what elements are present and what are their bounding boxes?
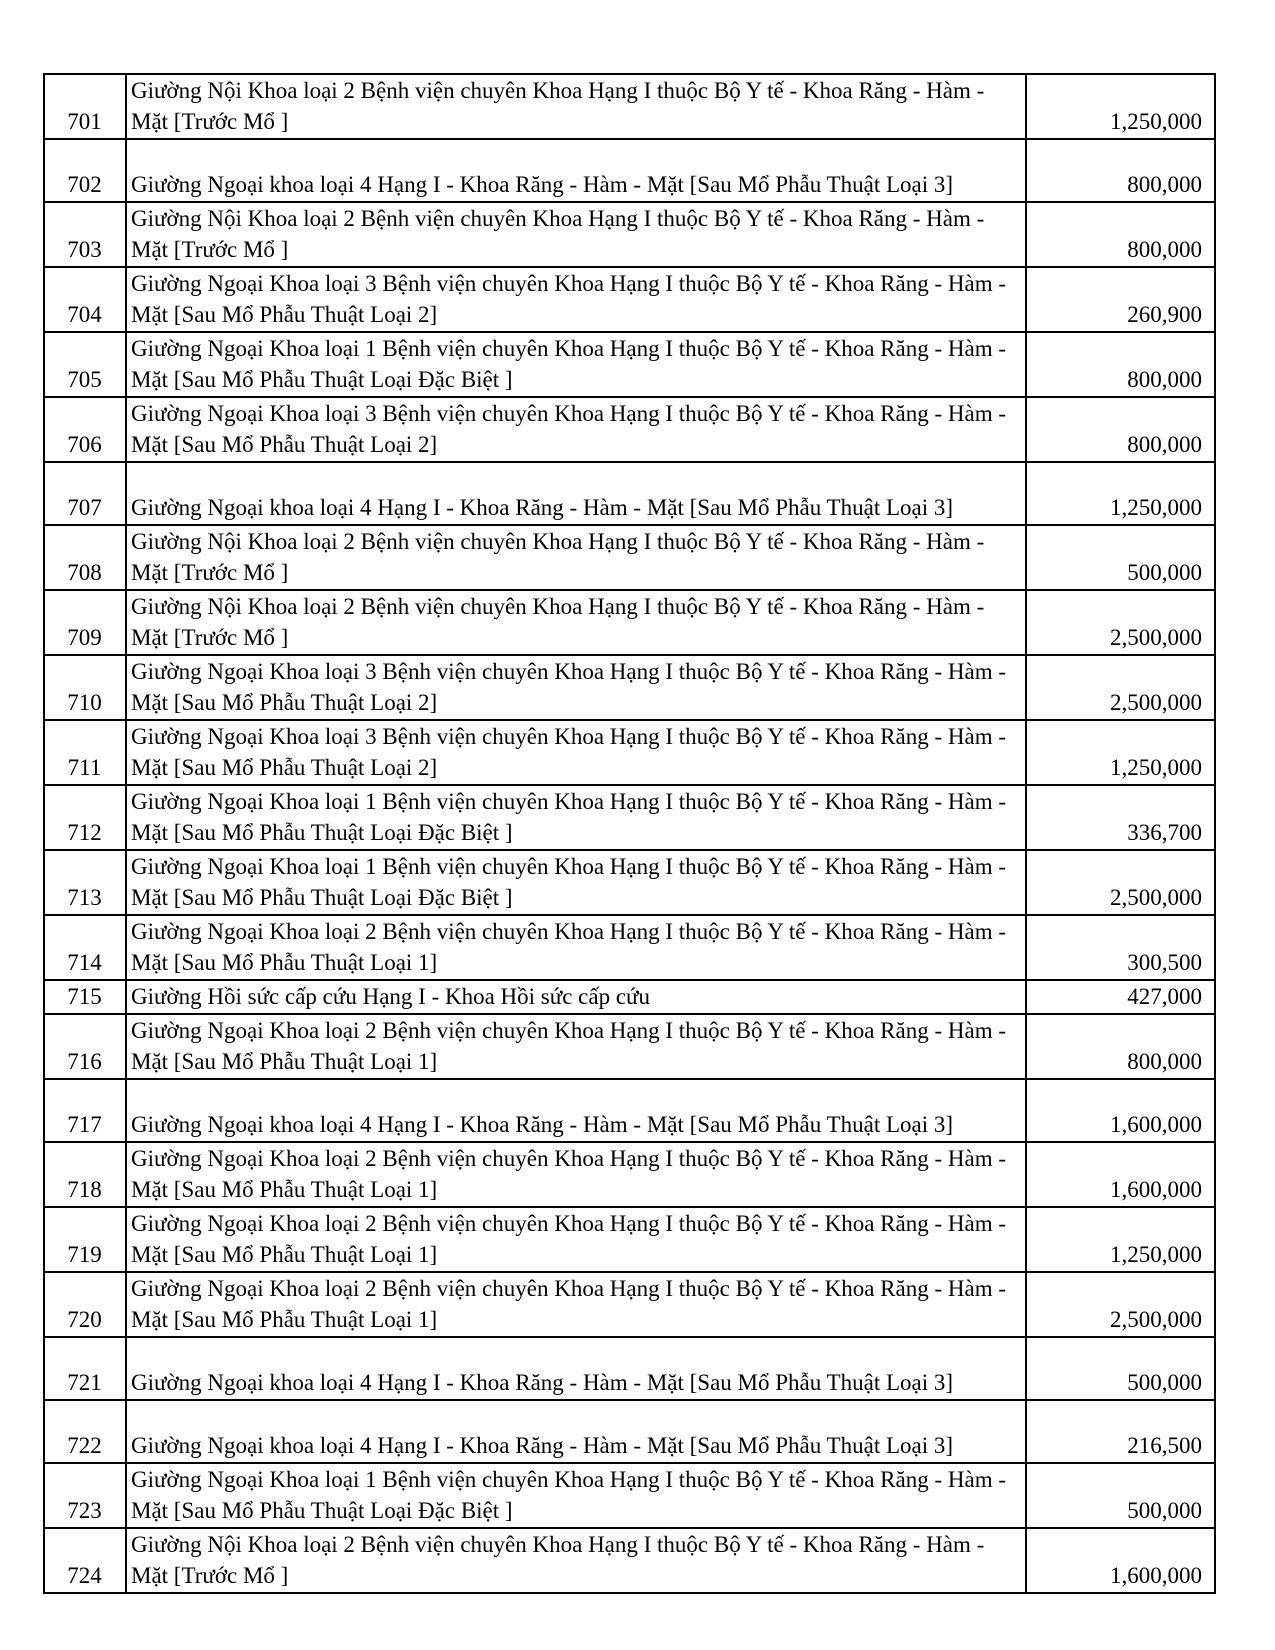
table-row (44, 655, 1215, 720)
table-row (44, 850, 1215, 915)
bed-description: Giường Hồi sức cấp cứu Hạng I - Khoa Hồi sức cấp cứu (126, 980, 1026, 1014)
row-number: 706 (44, 397, 126, 462)
row-number: 708 (44, 525, 126, 590)
bed-price: 1,600,000 (1026, 1142, 1215, 1207)
row-number: 709 (44, 590, 126, 655)
bed-price: 800,000 (1026, 202, 1215, 267)
bed-price: 800,000 (1026, 397, 1215, 462)
table-row (44, 1463, 1215, 1528)
table-row (44, 1528, 1215, 1593)
bed-price: 1,250,000 (1026, 74, 1215, 139)
bed-price: 2,500,000 (1026, 850, 1215, 915)
table-row (44, 1337, 1215, 1400)
bed-price: 2,500,000 (1026, 590, 1215, 655)
row-number: 705 (44, 332, 126, 397)
bed-description: Giường Ngoại Khoa loại 2 Bệnh viện chuyên Khoa Hạng I thuộc Bộ Y tế - Khoa Răng - Hàm - Mặt [Sau Mổ Phẫu Thuật Loại 1] (126, 915, 1026, 980)
bed-description: Giường Nội Khoa loại 2 Bệnh viện chuyên Khoa Hạng I thuộc Bộ Y tế - Khoa Răng - Hàm - Mặt [Trước Mổ ] (126, 74, 1026, 139)
row-number: 718 (44, 1142, 126, 1207)
bed-price: 2,500,000 (1026, 655, 1215, 720)
bed-price: 500,000 (1026, 525, 1215, 590)
bed-description: Giường Ngoại khoa loại 4 Hạng I - Khoa Răng - Hàm - Mặt [Sau Mổ Phẫu Thuật Loại 3] (126, 1337, 1026, 1400)
bed-description: Giường Ngoại Khoa loại 1 Bệnh viện chuyên Khoa Hạng I thuộc Bộ Y tế - Khoa Răng - Hàm - Mặt [Sau Mổ Phẫu Thuật Loại Đặc Biệt ] (126, 1463, 1026, 1528)
row-number: 704 (44, 267, 126, 332)
row-number: 720 (44, 1272, 126, 1337)
bed-description: Giường Ngoại Khoa loại 2 Bệnh viện chuyên Khoa Hạng I thuộc Bộ Y tế - Khoa Răng - Hàm - Mặt [Sau Mổ Phẫu Thuật Loại 1] (126, 1014, 1026, 1079)
bed-price: 427,000 (1026, 980, 1215, 1014)
table-row (44, 1142, 1215, 1207)
bed-price: 800,000 (1026, 1014, 1215, 1079)
bed-price: 1,600,000 (1026, 1079, 1215, 1142)
row-number: 723 (44, 1463, 126, 1528)
table-row (44, 915, 1215, 980)
bed-description: Giường Nội Khoa loại 2 Bệnh viện chuyên Khoa Hạng I thuộc Bộ Y tế - Khoa Răng - Hàm - Mặt [Trước Mổ ] (126, 590, 1026, 655)
bed-description: Giường Ngoại Khoa loại 3 Bệnh viện chuyên Khoa Hạng I thuộc Bộ Y tế - Khoa Răng - Hàm - Mặt [Sau Mổ Phẫu Thuật Loại 2] (126, 397, 1026, 462)
bed-description: Giường Ngoại Khoa loại 2 Bệnh viện chuyên Khoa Hạng I thuộc Bộ Y tế - Khoa Răng - Hàm - Mặt [Sau Mổ Phẫu Thuật Loại 1] (126, 1207, 1026, 1272)
price-table-body (44, 74, 1215, 1593)
bed-price: 260,900 (1026, 267, 1215, 332)
table-row (44, 1272, 1215, 1337)
bed-price: 1,250,000 (1026, 720, 1215, 785)
table-row (44, 74, 1215, 139)
table-row (44, 720, 1215, 785)
bed-price: 300,500 (1026, 915, 1215, 980)
table-row (44, 202, 1215, 267)
row-number: 710 (44, 655, 126, 720)
bed-price: 800,000 (1026, 332, 1215, 397)
row-number: 716 (44, 1014, 126, 1079)
row-number: 702 (44, 139, 126, 202)
bed-price: 2,500,000 (1026, 1272, 1215, 1337)
bed-price: 800,000 (1026, 139, 1215, 202)
bed-price: 216,500 (1026, 1400, 1215, 1463)
bed-price: 500,000 (1026, 1463, 1215, 1528)
row-number: 713 (44, 850, 126, 915)
row-number: 701 (44, 74, 126, 139)
table-row (44, 267, 1215, 332)
table-row (44, 785, 1215, 850)
bed-description: Giường Nội Khoa loại 2 Bệnh viện chuyên Khoa Hạng I thuộc Bộ Y tế - Khoa Răng - Hàm - Mặt [Trước Mổ ] (126, 1528, 1026, 1593)
table-row (44, 397, 1215, 462)
bed-description: Giường Ngoại Khoa loại 1 Bệnh viện chuyên Khoa Hạng I thuộc Bộ Y tế - Khoa Răng - Hàm - Mặt [Sau Mổ Phẫu Thuật Loại Đặc Biệt ] (126, 785, 1026, 850)
bed-description: Giường Ngoại Khoa loại 2 Bệnh viện chuyên Khoa Hạng I thuộc Bộ Y tế - Khoa Răng - Hàm - Mặt [Sau Mổ Phẫu Thuật Loại 1] (126, 1272, 1026, 1337)
bed-price: 1,250,000 (1026, 1207, 1215, 1272)
row-number: 719 (44, 1207, 126, 1272)
row-number: 714 (44, 915, 126, 980)
bed-description: Giường Ngoại Khoa loại 3 Bệnh viện chuyên Khoa Hạng I thuộc Bộ Y tế - Khoa Răng - Hàm - Mặt [Sau Mổ Phẫu Thuật Loại 2] (126, 267, 1026, 332)
bed-description: Giường Ngoại Khoa loại 1 Bệnh viện chuyên Khoa Hạng I thuộc Bộ Y tế - Khoa Răng - Hàm - Mặt [Sau Mổ Phẫu Thuật Loại Đặc Biệt ] (126, 850, 1026, 915)
table-row (44, 1207, 1215, 1272)
row-number: 717 (44, 1079, 126, 1142)
row-number: 703 (44, 202, 126, 267)
table-row (44, 1079, 1215, 1142)
table-row (44, 1400, 1215, 1463)
row-number: 724 (44, 1528, 126, 1593)
bed-price: 1,250,000 (1026, 462, 1215, 525)
bed-description: Giường Ngoại Khoa loại 2 Bệnh viện chuyên Khoa Hạng I thuộc Bộ Y tế - Khoa Răng - Hàm - Mặt [Sau Mổ Phẫu Thuật Loại 1] (126, 1142, 1026, 1207)
bed-description: Giường Ngoại Khoa loại 3 Bệnh viện chuyên Khoa Hạng I thuộc Bộ Y tế - Khoa Răng - Hàm - Mặt [Sau Mổ Phẫu Thuật Loại 2] (126, 720, 1026, 785)
row-number: 721 (44, 1337, 126, 1400)
table-row (44, 980, 1215, 1014)
row-number: 712 (44, 785, 126, 850)
price-table (43, 73, 1216, 1594)
bed-description: Giường Ngoại khoa loại 4 Hạng I - Khoa Răng - Hàm - Mặt [Sau Mổ Phẫu Thuật Loại 3] (126, 1079, 1026, 1142)
bed-description: Giường Ngoại khoa loại 4 Hạng I - Khoa Răng - Hàm - Mặt [Sau Mổ Phẫu Thuật Loại 3] (126, 462, 1026, 525)
bed-description: Giường Nội Khoa loại 2 Bệnh viện chuyên Khoa Hạng I thuộc Bộ Y tế - Khoa Răng - Hàm - Mặt [Trước Mổ ] (126, 525, 1026, 590)
row-number: 707 (44, 462, 126, 525)
table-row (44, 139, 1215, 202)
bed-description: Giường Ngoại Khoa loại 3 Bệnh viện chuyên Khoa Hạng I thuộc Bộ Y tế - Khoa Răng - Hàm - Mặt [Sau Mổ Phẫu Thuật Loại 2] (126, 655, 1026, 720)
bed-price: 500,000 (1026, 1337, 1215, 1400)
row-number: 715 (44, 980, 126, 1014)
table-row (44, 462, 1215, 525)
table-row (44, 525, 1215, 590)
bed-price: 336,700 (1026, 785, 1215, 850)
table-row (44, 332, 1215, 397)
bed-description: Giường Ngoại khoa loại 4 Hạng I - Khoa Răng - Hàm - Mặt [Sau Mổ Phẫu Thuật Loại 3] (126, 1400, 1026, 1463)
bed-price: 1,600,000 (1026, 1528, 1215, 1593)
row-number: 711 (44, 720, 126, 785)
bed-description: Giường Ngoại Khoa loại 1 Bệnh viện chuyên Khoa Hạng I thuộc Bộ Y tế - Khoa Răng - Hàm - Mặt [Sau Mổ Phẫu Thuật Loại Đặc Biệt ] (126, 332, 1026, 397)
row-number: 722 (44, 1400, 126, 1463)
bed-description: Giường Ngoại khoa loại 4 Hạng I - Khoa Răng - Hàm - Mặt [Sau Mổ Phẫu Thuật Loại 3] (126, 139, 1026, 202)
table-row (44, 1014, 1215, 1079)
table-row (44, 590, 1215, 655)
bed-description: Giường Nội Khoa loại 2 Bệnh viện chuyên Khoa Hạng I thuộc Bộ Y tế - Khoa Răng - Hàm - Mặt [Trước Mổ ] (126, 202, 1026, 267)
